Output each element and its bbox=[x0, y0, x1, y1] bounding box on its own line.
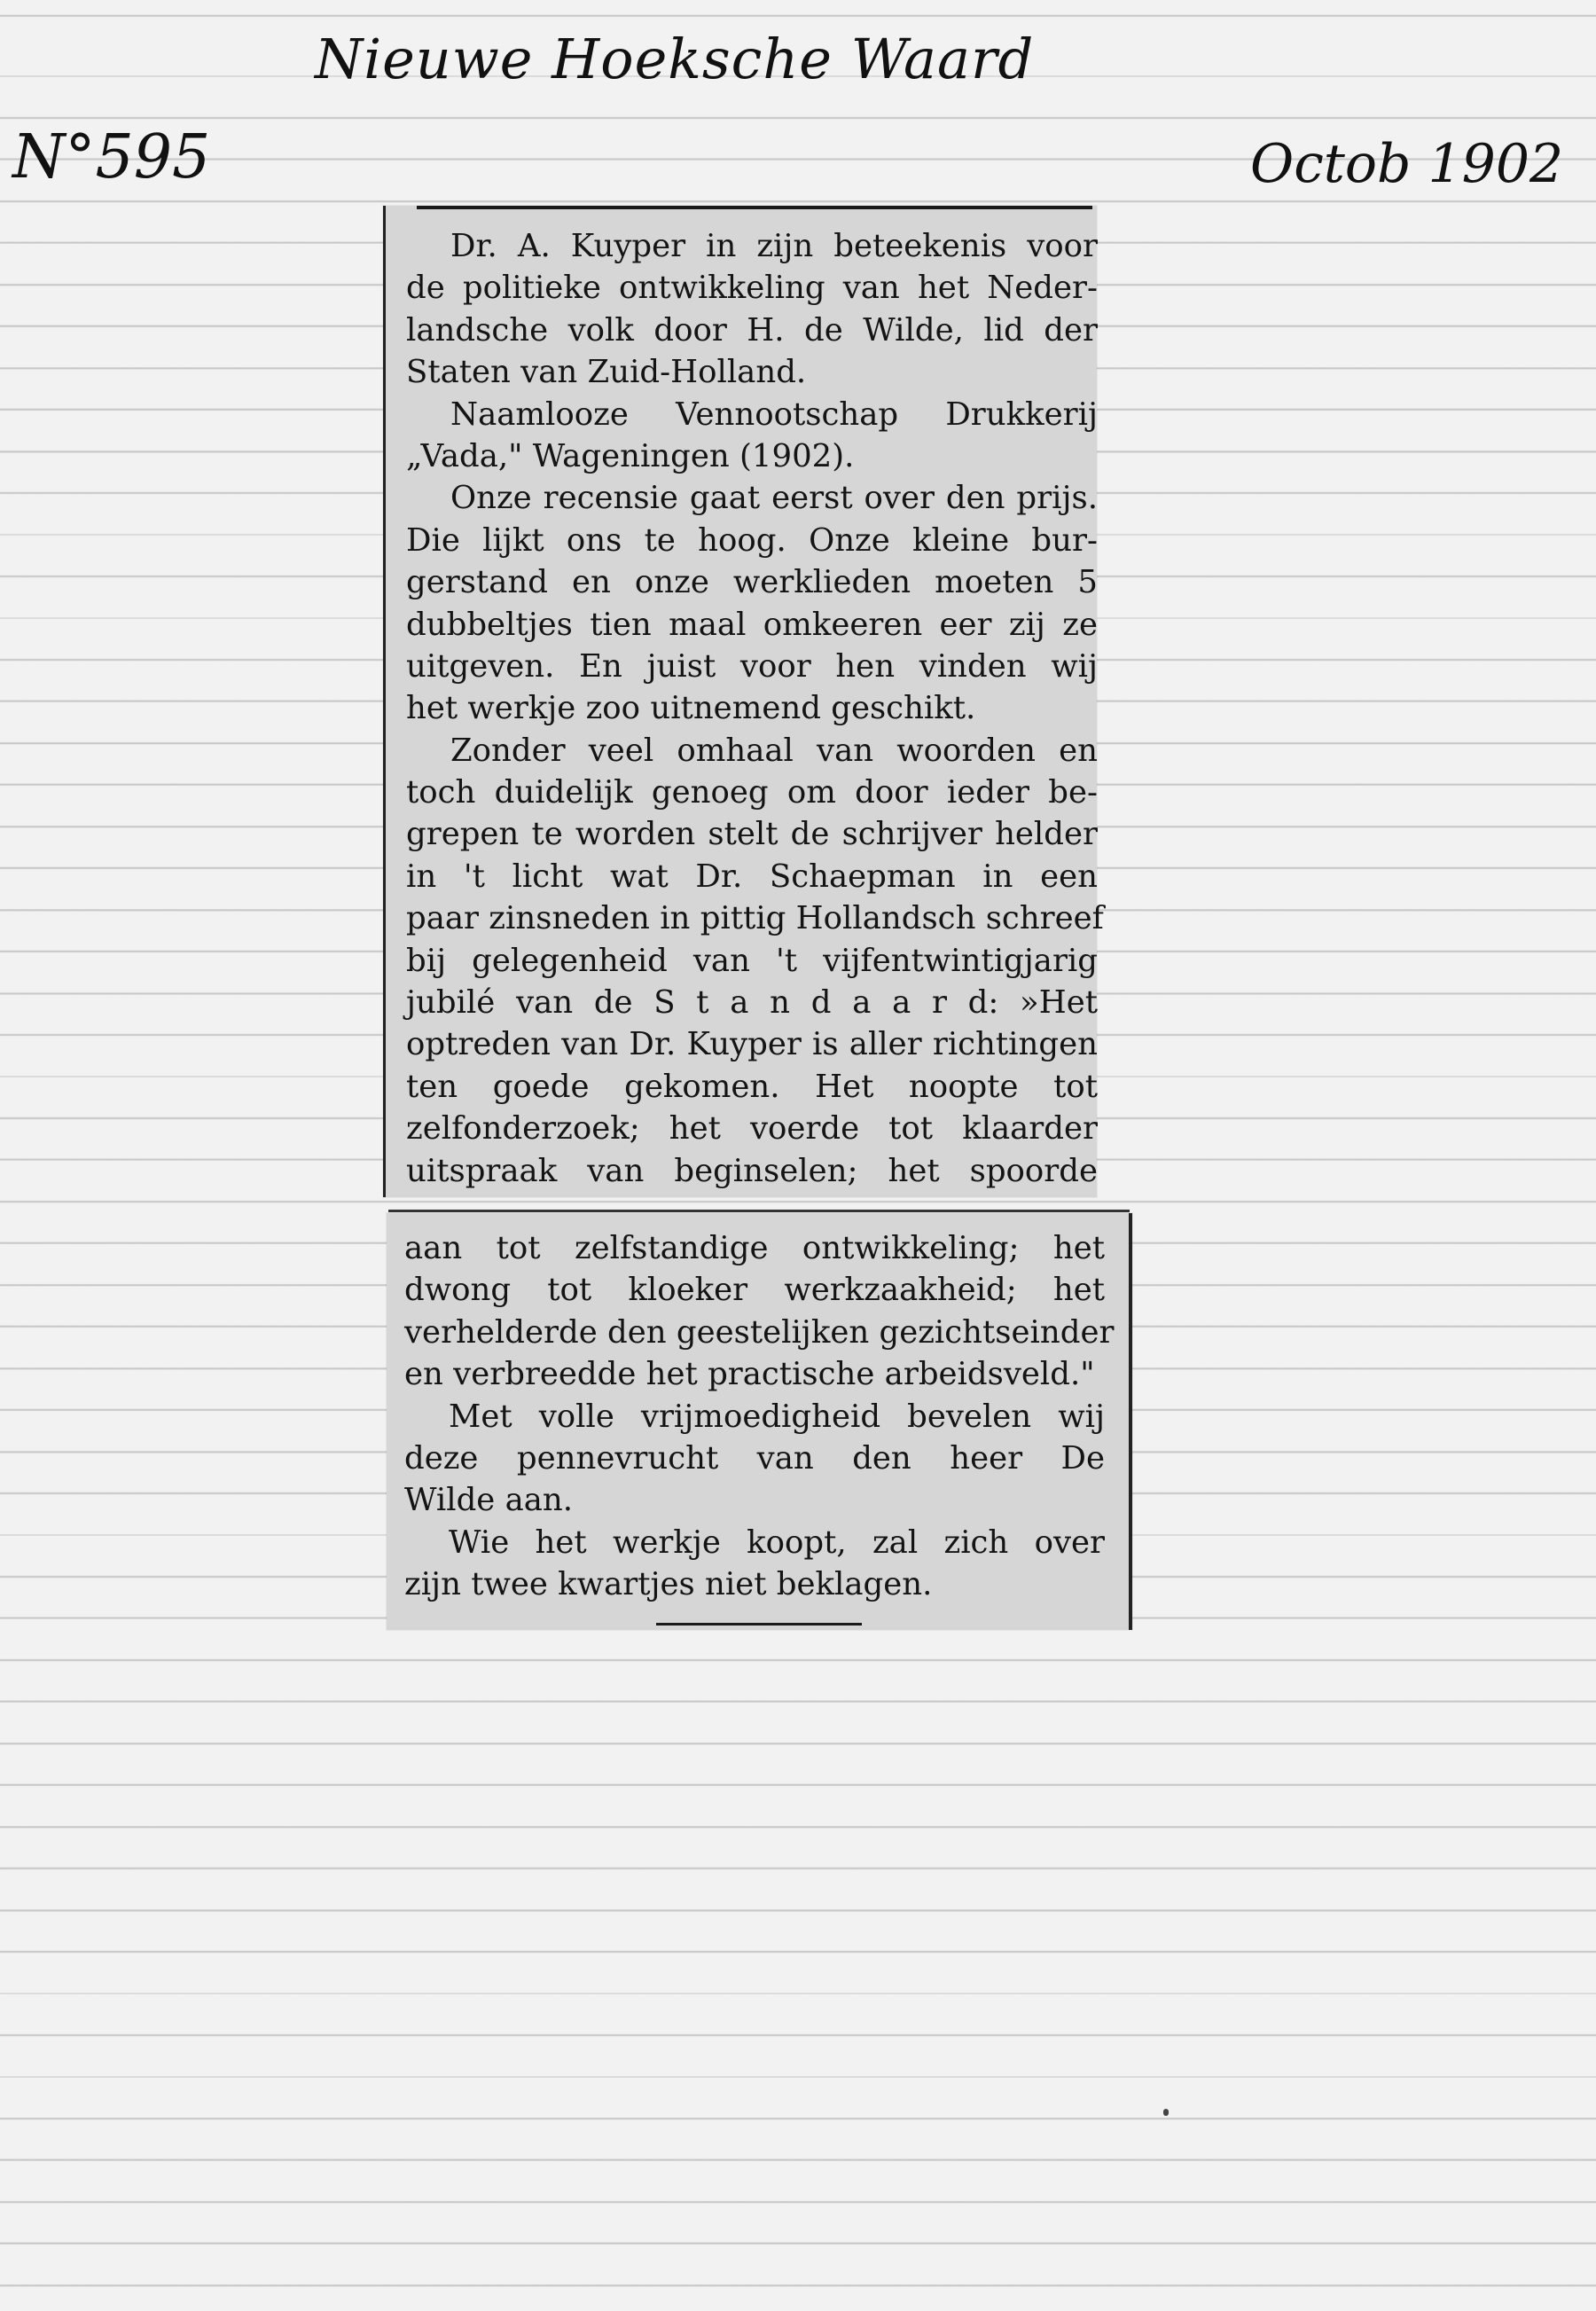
clipping-text-line: deze pennevrucht van den heer De bbox=[404, 1439, 1105, 1477]
clipping-text-line: ten goede gekomen. Het noopte tot bbox=[406, 1068, 1098, 1105]
clipping-text-line: landsche volk door H. de Wilde, lid der bbox=[406, 311, 1098, 349]
clipping-text-line: Die lijkt ons te hoog. Onze kleine bur- bbox=[406, 521, 1098, 559]
clipping-text-line: paar zinsneden in pittig Hollandsch schreef bbox=[406, 900, 1104, 937]
clipping-text-line: zelfonderzoek; het voerde tot klaarder bbox=[406, 1110, 1098, 1148]
clipping-text-line: Wie het werkje koopt, zal zich over bbox=[449, 1524, 1105, 1561]
clipping-text-line: de politieke ontwikkeling van het Neder- bbox=[406, 270, 1098, 307]
clipping-text-line: Met volle vrijmoedigheid bevelen wij bbox=[449, 1398, 1105, 1435]
clipping-text-line: Staten van Zuid-Holland. bbox=[406, 354, 807, 391]
pencil-mark bbox=[1163, 2109, 1169, 2116]
clipping-text-line: zijn twee kwartjes niet beklagen. bbox=[404, 1566, 933, 1603]
clipping-column-2 bbox=[404, 1227, 1115, 1606]
clipping-text-line: Naamlooze Vennootschap Drukkerij bbox=[450, 396, 1098, 433]
clipping-top-rule bbox=[417, 206, 1092, 209]
clipping-end-rule bbox=[656, 1623, 862, 1626]
clipping-text-line: uitgeven. En juist voor hen vinden wij bbox=[406, 647, 1098, 685]
clipping-text-line: dubbeltjes tien maal omkeeren eer zij ze bbox=[406, 606, 1098, 643]
clipping-text-line: Zonder veel omhaal van woorden en bbox=[450, 732, 1098, 769]
clipping-text-line: dwong tot kloeker werkzaakheid; het bbox=[404, 1272, 1105, 1309]
clipping-text-line: aan tot zelfstandige ontwikkeling; het bbox=[404, 1230, 1105, 1266]
clipping-text-line: uitspraak van beginselen; het spoorde bbox=[406, 1152, 1098, 1189]
clipping-text-line: optreden van Dr. Kuyper is aller richtingen bbox=[406, 1026, 1098, 1063]
clipping-cut-line bbox=[388, 1210, 1130, 1212]
handwritten-newspaper-title: Nieuwe Hoeksche Waard bbox=[315, 27, 1035, 91]
handwritten-date: Octob 1902 bbox=[1250, 133, 1564, 195]
clipping-text-line: „Vada," Wageningen (1902). bbox=[406, 437, 855, 474]
clipping-text-line: Dr. A. Kuyper in zijn beteekenis voor bbox=[450, 228, 1098, 264]
clipping-text-line: bij gelegenheid van 't vijfentwintigjarig bbox=[406, 942, 1098, 979]
clipping-text-line: gerstand en onze werklieden moeten 5 bbox=[406, 564, 1098, 601]
clipping-text-line: grepen te worden stelt de schrijver helder bbox=[406, 816, 1098, 853]
clipping-text-line: Wilde aan. bbox=[404, 1482, 574, 1519]
clipping-text-line: Onze recensie gaat eerst over den prijs. bbox=[450, 480, 1098, 517]
clipping-text-line: verhelderde den geestelijken gezichtseinder bbox=[404, 1313, 1115, 1351]
clipping-column-1 bbox=[406, 225, 1104, 1192]
clipping-text-line: in 't licht wat Dr. Schaepman in een bbox=[406, 858, 1098, 895]
clipping-text-line: jubilé van de S t a n d a a r d: »Het bbox=[406, 984, 1098, 1022]
handwritten-clipping-number: N°595 bbox=[12, 122, 211, 192]
clipping-text-line: toch duidelijk genoeg om door ieder be- bbox=[406, 774, 1098, 811]
clipping-text-line: het werkje zoo uitnemend geschikt. bbox=[406, 690, 976, 727]
clipping-text-line: en verbreedde het practische arbeidsveld." bbox=[404, 1356, 1095, 1393]
